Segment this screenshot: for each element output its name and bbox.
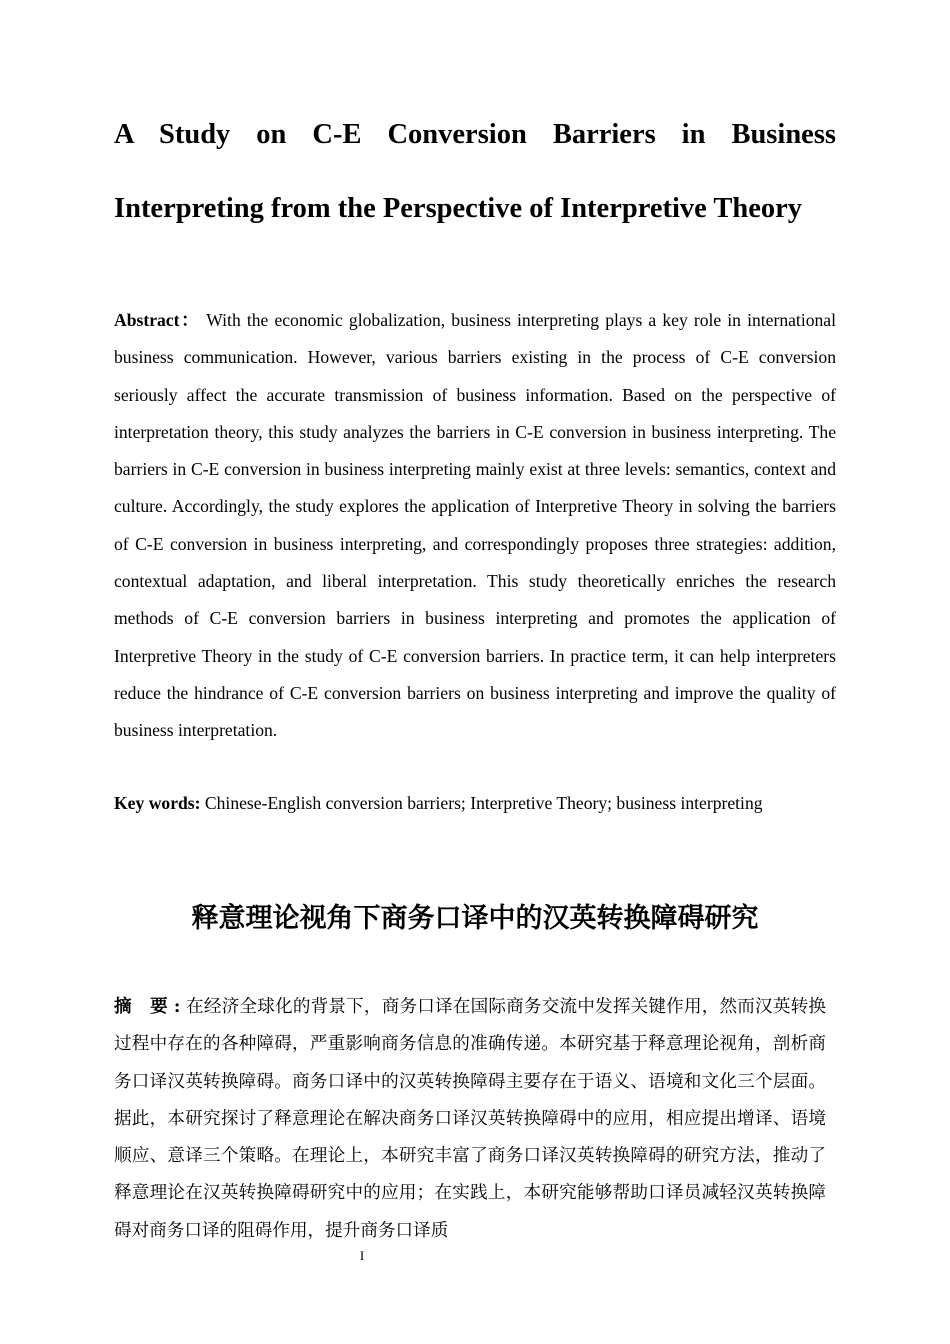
page-number: I [359, 1248, 365, 1263]
english-title-line-2: Interpreting from the Perspective of Interpretive Theory [114, 193, 803, 224]
chinese-title: 释意理论视角下商务口译中的汉英转换障碍研究 [191, 903, 759, 934]
chinese-abstract-text: 在经济全球化的背景下，商务口译在国际商务交流中发挥关键作用，然而汉英转换过程中存在的各种障碍，严重影响商务信息的准确传递。本研究基于释意理论视角，剖析商务口译汉英转换障碍。商务口译中的汉英转换障碍主要存在于语义、语境和文化三个层面。据此，本研究探讨了释意理论在解决商务口译汉英转换障碍中的应用，相应提出增译、语境顺应、意译三个策略。在理论上，本研究丰富了商务口译汉英转换障碍的研究方法，推动了释意理论在汉英转换障碍研究中的应用；在实践上，本研究能够帮助口译员减轻汉英转换障碍对商务口译的阻碍作用，提升商务口译质 [114, 997, 826, 1241]
english-title [114, 98, 836, 246]
english-title-line-1: A Study on C-E Conversion Barriers in Business [114, 119, 836, 150]
english-abstract [114, 302, 836, 750]
chinese-abstract [114, 988, 826, 1250]
english-keywords [114, 785, 836, 821]
english-keywords-label: Key words: [114, 793, 201, 813]
english-abstract-text: With the economic globalization, business interpreting plays a key role in international business communication. However, various barriers existing in the process of C-E conversion seriously affect the accurate transmission of business information. Based on the perspective of interpretation theory, this study analyzes the barriers in C-E conversion in business interpreting. The barriers in C-E conversion in business interpreting mainly exist at three levels: semantics, context and culture. Accordingly, the study explores the application of Interpretive Theory in solving the barriers of C-E conversion in business interpreting, and correspondingly proposes three strategies: addition, contextual adaptation, and liberal interpretation. This study theoretically enriches the research methods of C-E conversion barriers in business interpreting and promotes the application of Interpretive Theory in the study of C-E conversion barriers. In practice term, it can help interpreters reduce the hindrance of C-E conversion barriers on business interpreting and improve the quality of business interpretation. [114, 310, 836, 741]
chinese-abstract-label: 摘 要 [114, 996, 174, 1017]
english-keywords-text: Chinese-English conversion barriers; Interpretive Theory; business interpreting [200, 793, 763, 813]
english-abstract-label: Abstract： [114, 310, 201, 330]
chinese-abstract-colon: : [173, 996, 181, 1017]
